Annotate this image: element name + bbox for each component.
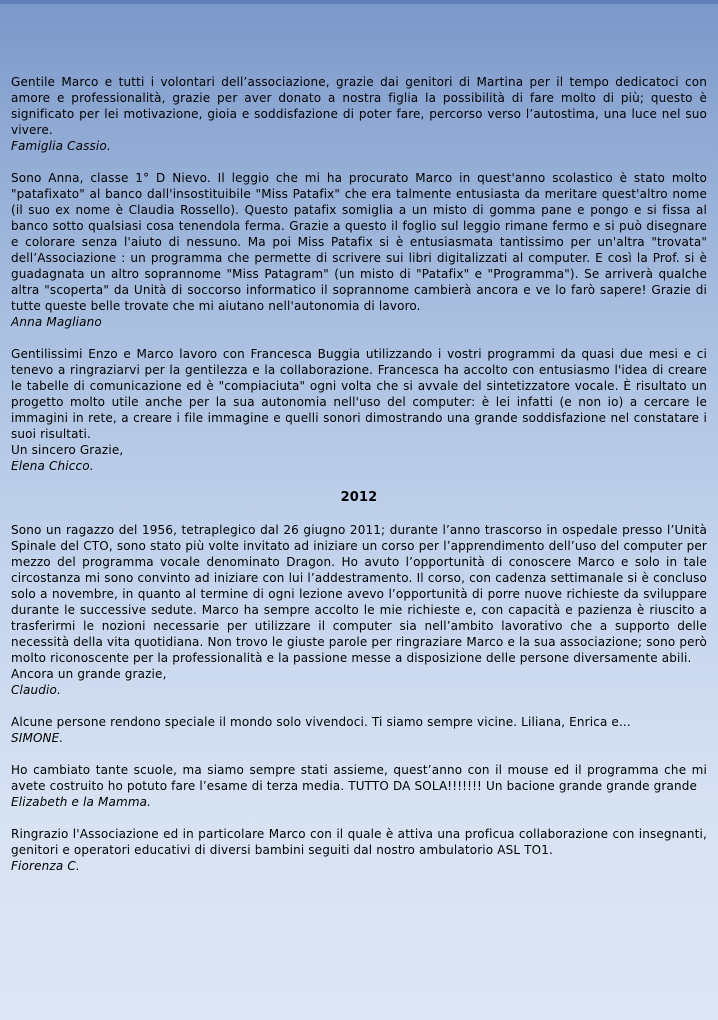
testimonials-content <box>11 74 707 890</box>
testimonial-signature: Claudio. <box>11 683 61 697</box>
testimonial-claudio <box>11 522 707 698</box>
testimonial-signature: Anna Magliano <box>11 315 102 329</box>
testimonial-text: Sono Anna, classe 1° D Nievo. Il leggio che mi ha procurato Marco in quest'anno scolastico è stato molto "patafixato" al banco dall'insostituibile "Miss Patafix" che era talmente entusiasta da meritare quest'altro nome (il suo ex nome è Claudia Rossello). Questo patafix somiglia a un misto di gomma pane e pongo e si fissa al banco sotto qualsiasi cosa tenendola ferma. Grazie a questo il foglio sul leggio rimane fermo e si può disegnare e colorare senza l'aiuto di nessuno. Ma poi Miss Patafix si è entusiasmata tantissimo per un'altra "trovata" dell’Associazione : un programma che permette di scrivere sui libri digitalizzati al computer. E così la Prof. si è guadagnata un altro soprannome "Miss Patagram" (un misto di "Patafix" e "Programma"). Se arriverà qualche altra "scoperta" da Unità di soccorso informatico il soprannome cambierà ancora e ve lo farò sapere! Grazie di tutte queste belle trovate che mi aiutano nell'autonomia di lavoro. <box>11 171 707 313</box>
testimonial-simone <box>11 714 707 746</box>
testimonial-famiglia-cassio <box>11 74 707 154</box>
testimonial-fiorenza <box>11 826 707 874</box>
testimonial-closing: Un sincero Grazie, <box>11 443 124 457</box>
testimonial-text: Alcune persone rendono speciale il mondo solo vivendoci. Ti siamo sempre vicine. Liliana, Enrica e... <box>11 715 631 729</box>
year-heading: 2012 <box>340 490 378 505</box>
testimonial-text: Gentilissimi Enzo e Marco lavoro con Francesca Buggia utilizzando i vostri programmi da quasi due mesi e ci tenevo a ringraziarvi per la gentilezza e la collaborazione. Francesca ha accolto con entusiasmo l'idea di creare le tabelle di comunicazione ed è "compiaciuta" ogni volta che si avvale del sintetizzatore vocale. È risultato un progetto molto utile anche per la sua autonomia nell'uso del computer: è lei infatti (e non io) a cercare le immagini in rete, a creare i file immagine e quelli sonori dimostrando una grande soddisfazione nel constatare i suoi risultati. <box>11 347 707 441</box>
testimonial-signature: Elizabeth e la Mamma. <box>11 795 152 809</box>
testimonial-signature: Fiorenza C. <box>11 859 80 873</box>
testimonial-closing: Ancora un grande grazie, <box>11 667 167 681</box>
testimonial-text: Ringrazio l'Associazione ed in particolare Marco con il quale è attiva una proficua collaborazione con insegnanti, genitori e operatori educativi di diversi bambini seguiti dal nostro ambulatorio ASL TO1. <box>11 827 707 857</box>
testimonial-signature: Famiglia Cassio. <box>11 139 111 153</box>
testimonial-elizabeth <box>11 762 707 810</box>
testimonial-elena-chicco <box>11 346 707 474</box>
testimonial-signature: Elena Chicco. <box>11 459 94 473</box>
testimonial-text: Ho cambiato tante scuole, ma siamo sempre stati assieme, quest’anno con il mouse ed il programma che mi avete costruito ho potuto fare l’esame di terza media. TUTTO DA SOLA!!!!!!! Un bacione grande grande grande <box>11 763 707 793</box>
testimonial-anna-magliano <box>11 170 707 330</box>
testimonial-signature: SIMONE. <box>11 731 64 745</box>
testimonial-text: Sono un ragazzo del 1956, tetraplegico dal 26 giugno 2011; durante l’anno trascorso in ospedale presso l’Unità Spinale del CTO, sono stato più volte invitato ad iniziare un corso per l’apprendimento dell’uso del computer per mezzo del programma vocale denominato Dragon. Ho avuto l’opportunità di conoscere Marco e solo in tale circostanza mi sono convinto ad iniziare con lui l’addestramento. Il corso, con cadenza settimanale si è concluso solo a novembre, in quanto al termine di ogni lezione avevo l’opportunità di porre nuove richieste da sviluppare durante le successive sedute. Marco ha sempre accolto le mie richieste e, con capacità e pazienza è riuscito a trasferirmi le nozioni necessarie per utilizzare il computer sia nell’ambito lavorativo che a supporto delle necessità della vita quotidiana. Non trovo le giuste parole per ringraziare Marco e la sua associazione; sono però molto riconoscente per la professionalità e la passione messe a disposizione delle persone diversamente abili. <box>11 523 707 665</box>
testimonial-text: Gentile Marco e tutti i volontari dell’associazione, grazie dai genitori di Martina per il tempo dedicatoci con amore e professionalità, grazie per aver donato a nostra figlia la possibilità di fare molto di più; questo è significato per lei motivazione, gioia e soddisfazione di poter fare, percorso verso l’autostima, una luce nel suo vivere. <box>11 75 707 137</box>
top-border <box>0 0 718 4</box>
